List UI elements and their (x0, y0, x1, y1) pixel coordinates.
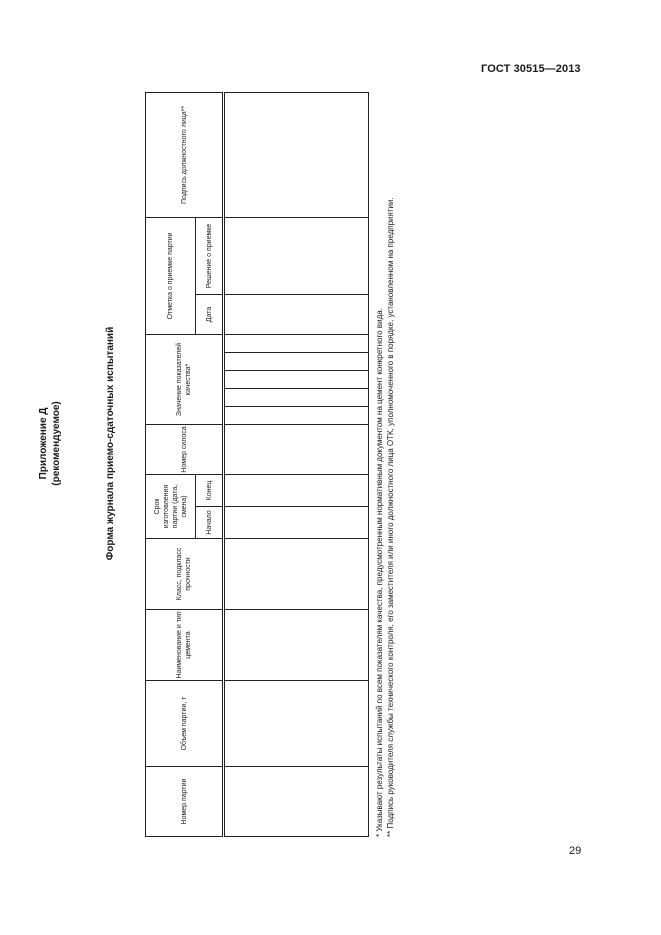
table-row (224, 92, 369, 836)
header-acceptance-decision: Решение о приемке (196, 217, 224, 294)
cell-quality-value-4 (224, 353, 369, 371)
cell-strength-class (224, 539, 369, 610)
header-period-start: Начало (196, 507, 224, 539)
header-signature: Подпись должностного лица** (146, 92, 224, 217)
cell-batch-number (224, 767, 369, 837)
cell-quality-value-2 (224, 389, 369, 407)
header-production-period: Срок изготовления партии (дата, смена) (146, 475, 196, 539)
cell-cement-name (224, 610, 369, 681)
header-silo-number: Номер силоса (146, 425, 224, 475)
header-quality-values: Значение показателей качества* (146, 334, 224, 424)
form-title: Форма журнала приемо-сдаточных испытаний (105, 326, 116, 561)
cell-signature (224, 92, 369, 217)
footnotes (375, 93, 397, 837)
cell-batch-volume (224, 681, 369, 767)
cell-acceptance-date (224, 294, 369, 334)
header-batch-volume: Объем партии, т (146, 681, 224, 767)
header-batch-number: Номер партии (146, 767, 224, 837)
cell-period-start (224, 507, 369, 539)
page-number: 29 (569, 845, 582, 857)
appendix-heading (37, 50, 63, 837)
header-strength-class: Класс, подкласс прочности (146, 539, 224, 610)
cell-quality-value-1 (224, 407, 369, 425)
rotated-appendix-page (37, 50, 437, 837)
header-cement-name: Наименование и тип цемента (146, 610, 224, 681)
appendix-title: Приложение Д (38, 407, 49, 480)
cell-period-end (224, 475, 369, 507)
appendix-subtitle: (рекомендуемое) (51, 401, 62, 486)
footnote-2: ** Подпись руководителя службы технического контроля, его заместителя или иного должностного лица ОТК, уполномоченного в порядке, установленном на предприятии. (386, 197, 395, 837)
cell-quality-value-3 (224, 371, 369, 389)
footnote-1: * Указывают результаты испытаний по всем показателям качества, предусмотренным нормативным документом на цемент конкретного вида. (375, 308, 384, 837)
acceptance-journal-table (145, 92, 369, 837)
header-period-end: Конец (196, 475, 224, 507)
cell-silo-number (224, 425, 369, 475)
standard-code: ГОСТ 30515—2013 (481, 63, 581, 75)
cell-quality-value-5 (224, 334, 369, 352)
header-acceptance-date: Дата (196, 294, 224, 334)
header-acceptance-mark: Отметка о приемке партии (146, 217, 196, 334)
cell-acceptance-decision (224, 217, 369, 294)
